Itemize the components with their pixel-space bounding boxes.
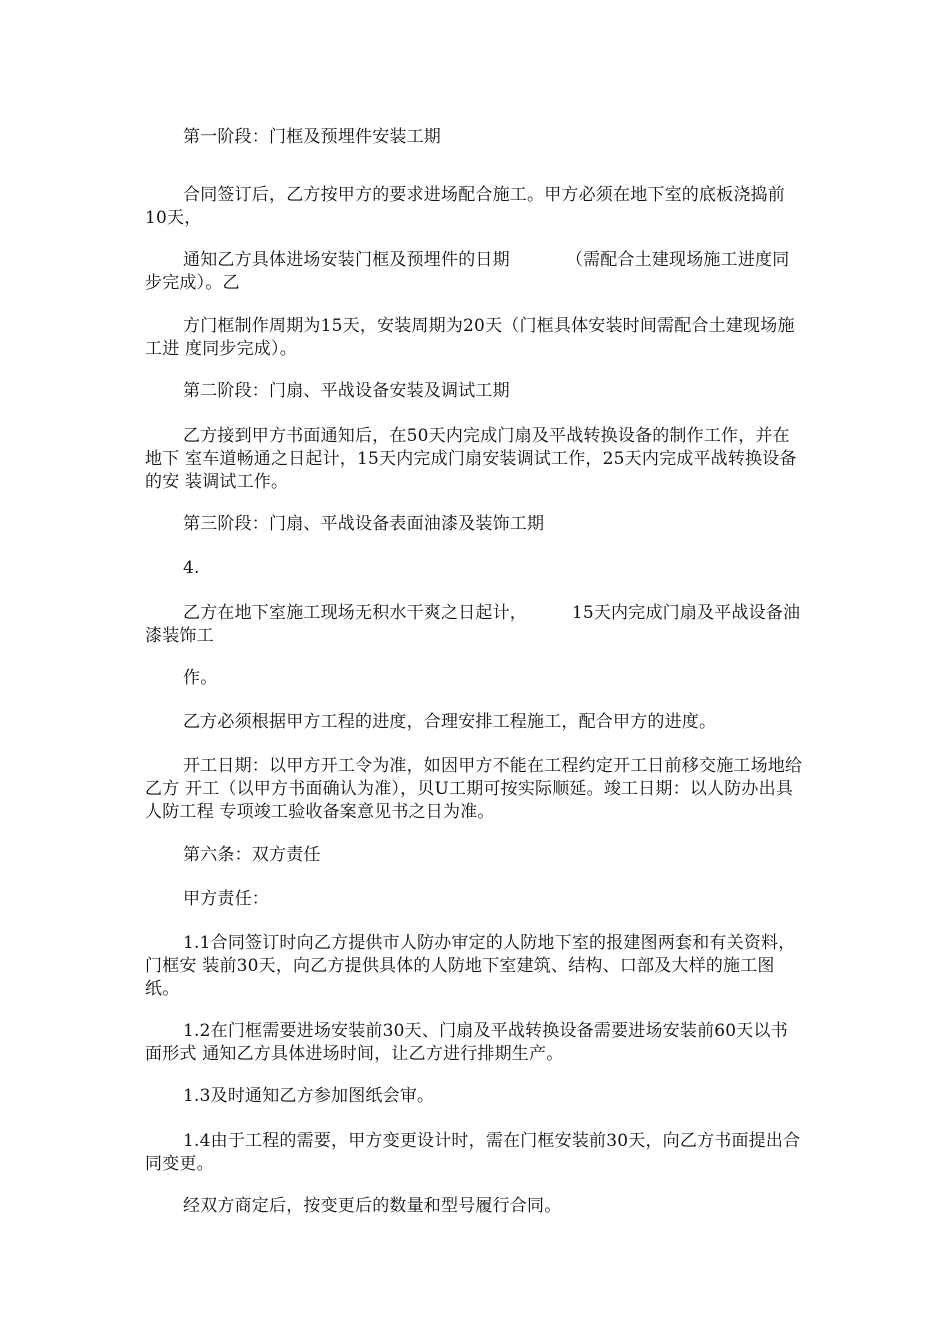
paragraph-start-completion-dates: 开工日期：以甲方开工令为准，如因甲方不能在工程约定开工日前移交施工场地给乙方 开工（以甲方书面确认为准），贝U工期可按实际顺延。竣工日期：以人防办出具人防工程 专项竣工验收备案意见书之日为准。 xyxy=(145,756,803,822)
paragraph-stage-one-notify: 通知乙方具体进场安装门框及预埋件的日期 （需配合土建现场施工进度同步完成）。乙 xyxy=(145,250,790,293)
paragraph-work-end: 作。 xyxy=(183,668,218,688)
paragraph-item-number: 4. xyxy=(183,558,200,578)
paragraph-clause-1-1: 1.1合同签订时向乙方提供市人防办审定的人防地下室的报建图两套和有关资料，门框安 装前30天，向乙方提供具体的人防地下室建筑、结构、口部及大样的施工图纸。 xyxy=(145,933,796,999)
paragraph-clause-1-4: 1.4由于工程的需要，甲方变更设计时，需在门框安装前30天，向乙方书面提出合同变更。 xyxy=(145,1131,801,1174)
paragraph-schedule-arrangement: 乙方必须根据甲方工程的进度，合理安排工程施工，配合甲方的进度。 xyxy=(183,712,717,732)
paragraph-stage-one-heading: 第一阶段：门框及预埋件安装工期 xyxy=(183,127,441,147)
paragraph-clause-1-3: 1.3及时通知乙方参加图纸会审。 xyxy=(183,1086,435,1106)
paragraph-frame-period: 方门框制作周期为15天，安装周期为20天（门框具体安装时间需配合土建现场施工进 度同步完成）。 xyxy=(145,316,795,359)
paragraph-article-six-heading: 第六条：双方责任 xyxy=(183,845,321,865)
paragraph-stage-three-heading: 第三阶段：门扇、平战设备表面油漆及装饰工期 xyxy=(183,514,545,534)
paragraph-party-a-responsibility: 甲方责任： xyxy=(183,889,269,909)
paragraph-stage-three-body: 乙方在地下室施工现场无积水干爽之日起计， 15天内完成门扇及平战设备油漆装饰工 xyxy=(145,603,801,646)
paragraph-stage-two-body: 乙方接到甲方书面通知后，在50天内完成门扇及平战转换设备的制作工作，并在地下 室车道畅通之日起计，15天内完成门扇安装调试工作，25天内完成平战转换设备的安 装调试工作。 xyxy=(145,426,797,492)
paragraph-contract-performance: 经双方商定后，按变更后的数量和型号履行合同。 xyxy=(183,1196,562,1216)
paragraph-stage-two-heading: 第二阶段：门扇、平战设备安装及调试工期 xyxy=(183,381,510,401)
paragraph-stage-one-start: 合同签订后，乙方按甲方的要求进场配合施工。甲方必须在地下室的底板浇捣前 10天， xyxy=(145,185,842,228)
paragraph-clause-1-2: 1.2在门框需要进场安装前30天、门扇及平战转换设备需要进场安装前60天以书面形式 通知乙方具体进场时间，让乙方进行排期生产。 xyxy=(145,1021,788,1064)
